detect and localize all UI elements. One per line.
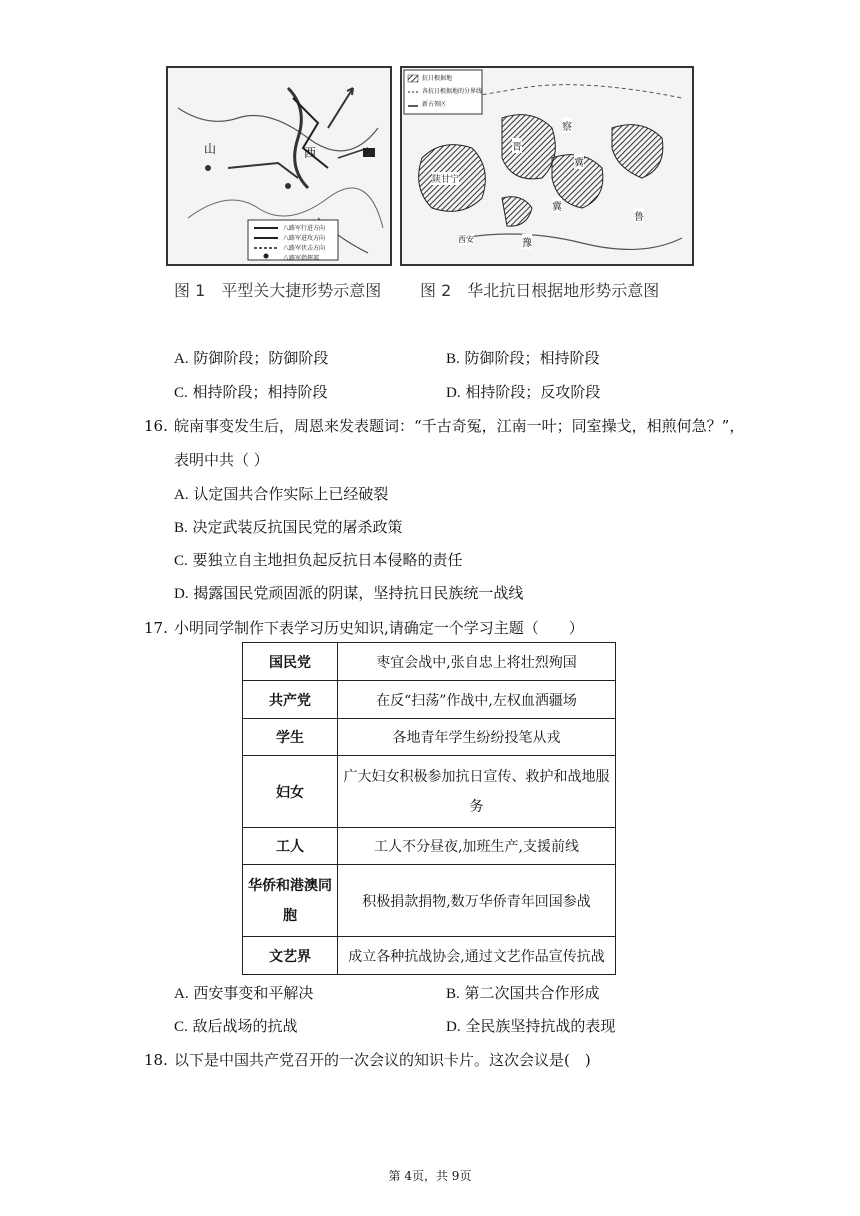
map2-label-xian: 西安 xyxy=(458,235,474,244)
map1-legend-item: 八路军伏击方向 xyxy=(283,245,326,252)
map-huabei xyxy=(400,66,694,266)
map1-legend-item: 八路军行进方向 xyxy=(283,225,326,232)
table-row xyxy=(243,828,616,865)
q15-option-d xyxy=(446,381,600,402)
table-body-cell: 成立各种抗战协会,通过文艺作品宣传抗战 xyxy=(338,937,616,975)
q16-option-c xyxy=(174,549,463,570)
table-head-cell: 文艺界 xyxy=(243,937,338,975)
q17-option-c xyxy=(174,1015,298,1036)
q17-option-a xyxy=(174,982,313,1003)
option-text: 第二次国共合作形成 xyxy=(464,984,600,1002)
option-key: A. xyxy=(174,351,189,367)
q17-option-d xyxy=(446,1015,615,1036)
option-key: C. xyxy=(174,1019,188,1035)
figure-group xyxy=(166,66,694,306)
map1-legend-item: 八路军指挥部 xyxy=(283,255,320,262)
map1-legend xyxy=(283,224,325,264)
option-key: C. xyxy=(174,553,188,569)
option-text: 西安事变和平解决 xyxy=(193,984,314,1002)
option-key: B. xyxy=(446,986,460,1002)
table-body-cell: 广大妇女积极参加抗日宣传、救护和战地服务 xyxy=(338,756,616,828)
table-row xyxy=(243,756,616,828)
question-number: 16. xyxy=(144,417,168,435)
q16-stem-line2: 表明中共（ ） xyxy=(174,451,269,469)
page-footer: 第 4页，共 9页 xyxy=(388,1169,472,1183)
map1-label-xi: 西 xyxy=(304,146,317,160)
map2-label-ji: 冀 xyxy=(574,154,584,169)
map2-label-cha: 察 xyxy=(562,118,572,133)
option-key: B. xyxy=(446,351,460,367)
option-text: 相持阶段；相持阶段 xyxy=(192,383,328,401)
option-key: A. xyxy=(174,487,189,503)
map2-label-shaanganning: 陕甘宁 xyxy=(432,172,459,185)
map2-legend-item: 抗日根据地 xyxy=(422,75,453,82)
table-body-cell: 在反“扫荡”作战中,左权血洒疆场 xyxy=(338,681,616,719)
table-row xyxy=(243,865,616,937)
q17-stem xyxy=(144,617,584,638)
option-text: 相持阶段；反攻阶段 xyxy=(465,383,601,401)
q18-stem-text: 以下是中国共产党召开的一次会议的知识卡片。这次会议是( ) xyxy=(174,1051,591,1069)
option-key: B. xyxy=(174,520,188,536)
table-head-cell: 共产党 xyxy=(243,681,338,719)
q16-option-a xyxy=(174,483,388,504)
question-number: 18. xyxy=(144,1051,168,1069)
table-row xyxy=(243,937,616,975)
figure-1-caption: 图 1 平型关大捷形势示意图 xyxy=(174,281,382,300)
map2-label-jin: 晋 xyxy=(512,138,522,153)
option-text: 要独立自主地担负起反抗日本侵略的责任 xyxy=(192,551,463,569)
map-pingxingguan-drawing xyxy=(168,68,390,264)
option-text: 全民族坚持抗战的表现 xyxy=(465,1017,616,1035)
q16-option-b xyxy=(174,516,403,537)
option-text: 决定武装反抗国民党的屠杀政策 xyxy=(192,518,403,536)
table-row xyxy=(243,681,616,719)
option-key: A. xyxy=(174,986,189,1002)
table-body-cell: 工人不分昼夜,加班生产,支援前线 xyxy=(338,828,616,865)
map2-label-lu: 鲁 xyxy=(634,208,644,223)
table-body-cell: 积极捐款捐物,数万华侨青年回国参战 xyxy=(338,865,616,937)
table-row xyxy=(243,719,616,756)
map2-label-ji2: 冀 xyxy=(552,198,562,213)
map2-legend-item: 各抗日根据地的分界线 xyxy=(422,88,483,95)
option-key: C. xyxy=(174,385,188,401)
map-pingxingguan xyxy=(166,66,392,266)
table-head-cell: 工人 xyxy=(243,828,338,865)
q15-option-b xyxy=(446,347,600,368)
option-key: D. xyxy=(446,385,461,401)
option-text: 敌后战场的抗战 xyxy=(192,1017,298,1035)
q17-stem-text: 小明同学制作下表学习历史知识,请确定一个学习主题（ ） xyxy=(174,619,584,637)
option-text: 防御阶段；相持阶段 xyxy=(464,349,600,367)
q17-option-b xyxy=(446,982,600,1003)
table-head-cell: 学生 xyxy=(243,719,338,756)
map2-label-yu: 豫 xyxy=(522,234,532,249)
map2-legend-item: 新占领区 xyxy=(422,101,447,108)
question-number: 17. xyxy=(144,619,168,637)
map1-legend-item: 八路军进攻方向 xyxy=(283,235,326,242)
option-text: 认定国共合作实际上已经破裂 xyxy=(193,485,389,503)
table-head-cell: 华侨和港澳同胞 xyxy=(243,865,338,937)
table-head-cell: 国民党 xyxy=(243,643,338,681)
option-key: D. xyxy=(174,586,189,602)
q17-table xyxy=(242,642,616,975)
option-key: D. xyxy=(446,1019,461,1035)
q16-stem-line1: 皖南事变发生后，周恩来发表题词：“千古奇冤，江南一叶；同室操戈，相煎何急？”， xyxy=(174,417,745,435)
q15-option-c xyxy=(174,381,328,402)
q15-option-a xyxy=(174,347,328,368)
q16-stem xyxy=(144,415,744,436)
table-row xyxy=(243,643,616,681)
option-text: 防御阶段；防御阶段 xyxy=(193,349,329,367)
map2-legend xyxy=(422,72,482,111)
table-body-cell: 枣宜会战中,张自忠上将壮烈殉国 xyxy=(338,643,616,681)
q18-stem xyxy=(144,1049,591,1070)
table-body-cell: 各地青年学生纷纷投笔从戎 xyxy=(338,719,616,756)
figure-2-caption: 图 2 华北抗日根据地形势示意图 xyxy=(420,281,660,300)
option-text: 揭露国民党顽固派的阴谋，坚持抗日民族统一战线 xyxy=(193,584,524,602)
table-head-cell: 妇女 xyxy=(243,756,338,828)
map1-label-shan: 山 xyxy=(204,142,217,156)
q16-option-d xyxy=(174,582,523,603)
